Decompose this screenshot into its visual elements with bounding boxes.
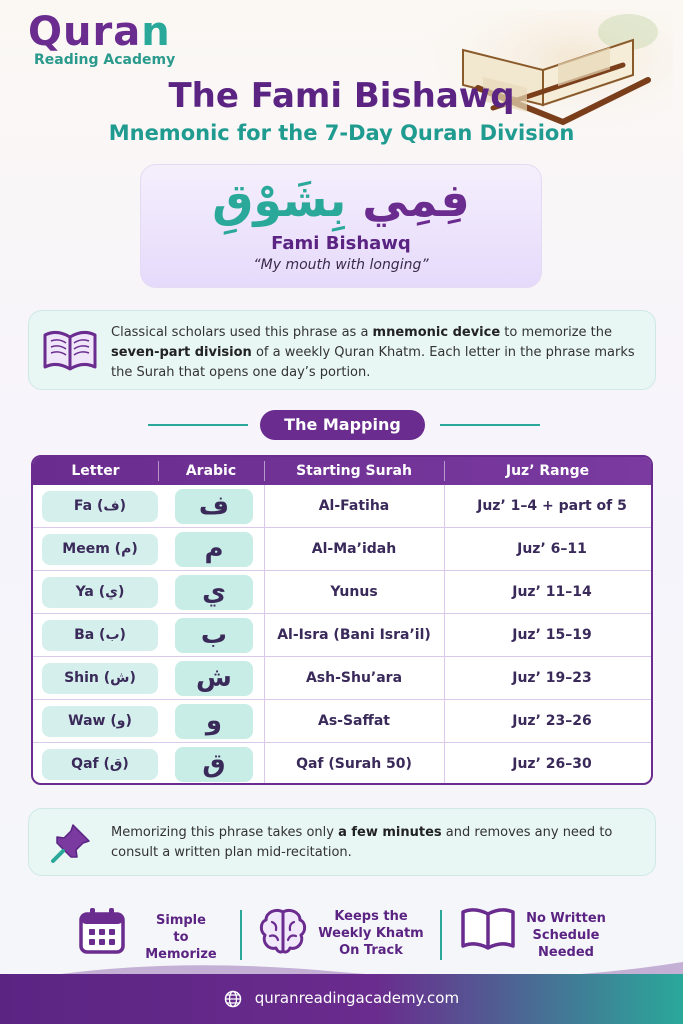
feature-divider bbox=[240, 910, 242, 960]
cell-juz: Juz’ 19–23 bbox=[512, 670, 592, 686]
table-row bbox=[33, 528, 651, 571]
globe-icon bbox=[224, 990, 242, 1008]
feature-line: Weekly Khatm bbox=[318, 926, 424, 941]
feature-line: Simple bbox=[156, 913, 206, 928]
cell-surah: Al-Isra (Bani Isra’il) bbox=[277, 627, 431, 643]
cell-juz: Juz’ 23–26 bbox=[512, 713, 592, 729]
feature-line: Schedule bbox=[532, 928, 600, 943]
cell-surah: Yunus bbox=[330, 584, 378, 600]
header-surah: Starting Surah bbox=[296, 463, 412, 479]
table-row bbox=[33, 700, 651, 743]
tip-text-part: Memorizing this phrase takes only bbox=[111, 825, 339, 840]
divider-line-right bbox=[440, 424, 540, 426]
intro-text-part: Classical scholars used this phrase as a bbox=[111, 325, 373, 340]
mapping-table bbox=[31, 455, 653, 785]
cell-letter: Ba (ب) bbox=[42, 620, 158, 651]
intro-bold-division: seven-part division bbox=[111, 345, 252, 360]
feature-line: No Written bbox=[526, 911, 606, 926]
brain-icon bbox=[258, 906, 308, 956]
cell-arabic: ي bbox=[175, 575, 253, 610]
table-row bbox=[33, 743, 651, 785]
tip-box bbox=[28, 808, 656, 876]
feature-line: Keeps the bbox=[334, 909, 408, 924]
intro-text-part: to memorize the bbox=[500, 325, 613, 340]
cell-arabic: ف bbox=[175, 489, 253, 524]
phrase-card bbox=[140, 164, 542, 288]
table-row bbox=[33, 657, 651, 700]
phrase-transliteration: Fami Bishawq bbox=[271, 233, 411, 254]
table-row bbox=[33, 571, 651, 614]
page-subtitle: Mnemonic for the 7-Day Quran Division bbox=[108, 121, 575, 145]
column-divider bbox=[444, 743, 445, 785]
cell-letter: Fa (ف) bbox=[42, 491, 158, 522]
arabic-phrase-word2: بِشَوْقِ bbox=[212, 173, 347, 227]
footer-content bbox=[0, 989, 683, 1008]
cell-juz: Juz’ 15–19 bbox=[512, 627, 592, 643]
cell-arabic: ق bbox=[175, 747, 253, 782]
column-divider bbox=[444, 700, 445, 743]
intro-box bbox=[28, 310, 656, 390]
table-row bbox=[33, 614, 651, 657]
cell-surah: Ash-Shu’ara bbox=[305, 670, 403, 686]
arabic-phrase-word1: فِمِي bbox=[362, 173, 470, 227]
page-title: The Fami Bishawq bbox=[168, 76, 515, 116]
cell-surah: Qaf (Surah 50) bbox=[296, 756, 412, 772]
cell-surah: Al-Fatiha bbox=[318, 498, 390, 514]
column-divider bbox=[444, 528, 445, 571]
footer-url-link[interactable]: quranreadingacademy.com bbox=[254, 989, 460, 1007]
cell-surah: Al-Ma’idah bbox=[311, 541, 397, 557]
column-divider bbox=[444, 571, 445, 614]
header-letter: Letter bbox=[71, 463, 120, 479]
divider-line-left bbox=[148, 424, 248, 426]
table-header bbox=[33, 457, 651, 485]
cell-juz: Juz’ 11–14 bbox=[512, 584, 592, 600]
cell-arabic: ش bbox=[175, 661, 253, 696]
table-row bbox=[33, 485, 651, 528]
cell-juz: Juz’ 1–4 + part of 5 bbox=[477, 498, 627, 514]
feature-divider bbox=[440, 910, 442, 960]
cell-letter: Meem (م) bbox=[42, 534, 158, 565]
mapping-heading bbox=[0, 410, 683, 440]
cell-letter: Waw (و) bbox=[42, 706, 158, 737]
header-arabic: Arabic bbox=[185, 463, 237, 479]
cell-juz: Juz’ 26–30 bbox=[512, 756, 592, 772]
intro-bold-mnemonic: mnemonic device bbox=[372, 325, 501, 340]
column-divider bbox=[444, 614, 445, 657]
cell-arabic: ب bbox=[175, 618, 253, 653]
feature-label bbox=[316, 908, 426, 959]
feature-line: Needed bbox=[538, 945, 594, 960]
cell-arabic: و bbox=[175, 704, 253, 739]
phrase-translation: “My mouth with longing” bbox=[253, 257, 429, 273]
cell-surah: As-Saffat bbox=[318, 713, 390, 729]
logo-tagline: Reading Academy bbox=[34, 52, 176, 68]
cell-juz: Juz’ 6–11 bbox=[517, 541, 587, 557]
calendar-icon bbox=[78, 906, 126, 956]
book-icon bbox=[460, 906, 516, 952]
brand-logo bbox=[28, 10, 175, 68]
feature-line: On Track bbox=[339, 943, 403, 958]
column-divider bbox=[444, 657, 445, 700]
logo-wordmark: Quran bbox=[28, 9, 171, 55]
cell-arabic: م bbox=[175, 532, 253, 567]
intro-text bbox=[111, 323, 647, 383]
footer-bar bbox=[0, 974, 683, 1024]
column-divider bbox=[444, 485, 445, 528]
cell-letter: Ya (ي) bbox=[42, 577, 158, 608]
tip-text bbox=[111, 823, 651, 863]
cell-letter: Qaf (ق) bbox=[42, 749, 158, 780]
open-book-icon bbox=[41, 327, 99, 373]
cell-letter: Shin (ش) bbox=[42, 663, 158, 694]
tip-text-part: and removes any need to consult a written plan mid-recitation. bbox=[111, 825, 613, 860]
mapping-label: The Mapping bbox=[260, 410, 425, 440]
intro-text-part: of a weekly Quran Khatm. Each letter in the phrase marks the Surah that opens one day’s portion. bbox=[111, 345, 635, 380]
arabic-phrase bbox=[141, 169, 541, 231]
feature-line: to Memorize bbox=[145, 930, 217, 962]
pushpin-icon bbox=[49, 821, 93, 865]
header-juz: Juz’ Range bbox=[505, 463, 590, 479]
tip-bold-few-minutes: a few minutes bbox=[338, 825, 442, 840]
